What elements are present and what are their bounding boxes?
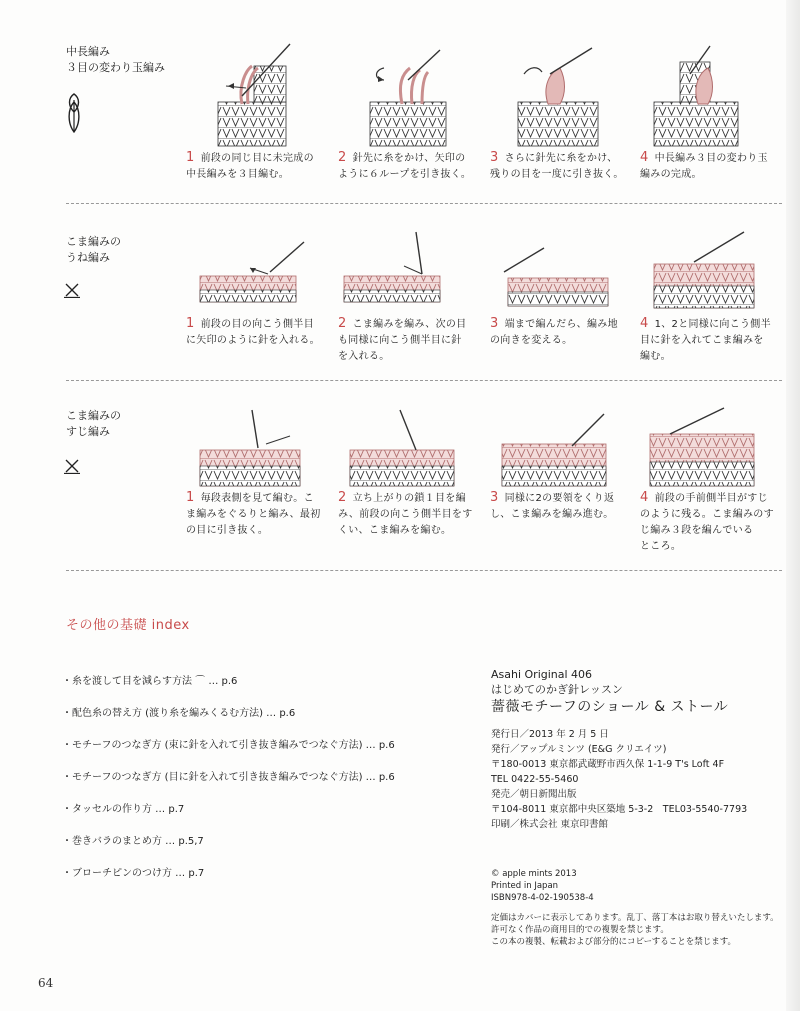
page-number: 64 xyxy=(38,976,54,990)
step-illustration xyxy=(186,40,328,150)
step-illustration xyxy=(640,40,782,150)
step-caption: 1 毎段表側を見て編む。こ ま編みをぐるりと編み、最初 の目に引き抜く。 xyxy=(186,490,321,536)
index-item[interactable]: ・モチーフのつなぎ方 (束に針を入れて引き抜き編みでつなぐ方法) … p.6 xyxy=(62,740,395,751)
single-crochet-symbol xyxy=(64,458,80,474)
step-illustration xyxy=(186,404,328,492)
publish-detail: 〒180-0013 東京都武蔵野市西久保 1-1-9 T's Loft 4F xyxy=(491,759,725,770)
single-crochet-symbol xyxy=(64,282,80,298)
step-illustration xyxy=(338,404,480,492)
step-illustration xyxy=(186,228,328,318)
index-item[interactable]: ・糸を渡して目を減らす方法 ⌒ … p.6 xyxy=(62,676,238,687)
step-caption: 1 前段の目の向こう側半目 に矢印のように針を入れる。 xyxy=(186,316,320,346)
step-caption: 2 針先に糸をかけ、矢印の ように６ループを引き抜く。 xyxy=(338,150,472,180)
publish-detail: 印刷／株式会社 東京印書館 xyxy=(491,819,609,830)
book-title: 薔薇モチーフのショール & ストール xyxy=(491,699,729,715)
step-caption: 3 さらに針先に糸をかけ、 残りの目を一度に引き抜く。 xyxy=(490,150,624,180)
page-edge-shadow xyxy=(786,0,800,1011)
step-caption: 3 端まで編んだら、編み地 の向きを変える。 xyxy=(490,316,618,346)
section-divider xyxy=(66,380,782,381)
step-caption: 4 1、2と同様に向こう側半 目に針を入れてこま編みを 編む。 xyxy=(640,316,771,362)
step-caption: 2 立ち上がりの鎖１目を編 み、前段の向こう側半目をす くい、こま編みを編む。 xyxy=(338,490,473,536)
step-illustration xyxy=(640,228,782,318)
publish-detail: TEL 0422-55-5460 xyxy=(491,774,579,785)
step-illustration xyxy=(490,228,632,318)
section-title: こま編みの うね編み xyxy=(66,235,121,264)
step-caption: 4 前段の手前側半目がすじ のように残る。こま編みのす じ編み３段を編んでいる ところ。 xyxy=(640,490,774,552)
step-caption: 3 同様に2の要領をくり返 し、こま編みを編み進む。 xyxy=(490,490,615,520)
index-item[interactable]: ・配色糸の替え方 (渡り糸を編みくるむ方法) … p.6 xyxy=(62,708,296,719)
step-illustration xyxy=(338,228,480,318)
step-caption: 2 こま編みを編み、次の目 も同様に向こう側半目に針 を入れる。 xyxy=(338,316,467,362)
index-item[interactable]: ・ブローチピンのつけ方 … p.7 xyxy=(62,868,205,879)
index-item[interactable]: ・巻きバラのまとめ方 … p.5,7 xyxy=(62,836,204,847)
section-title: こま編みの すじ編み xyxy=(66,409,121,438)
isbn: ISBN978-4-02-190538-4 xyxy=(491,893,594,903)
colophon xyxy=(491,667,779,948)
section-divider xyxy=(66,203,782,204)
printed-in: Printed in Japan xyxy=(491,881,559,891)
step-caption: 4 中長編み３目の変わり玉 編みの完成。 xyxy=(640,150,768,180)
step-caption: 1 前段の同じ目に未完成の 中長編みを３目編む。 xyxy=(186,150,314,180)
publish-detail: 発売／朝日新聞出版 xyxy=(491,789,577,800)
index-title: その他の基礎 index xyxy=(66,618,190,633)
index-item[interactable]: ・タッセルの作り方 … p.7 xyxy=(62,804,185,815)
section-divider xyxy=(66,570,782,571)
section-title: 中長編み ３目の変わり玉編み xyxy=(66,45,165,74)
step-illustration xyxy=(338,40,480,150)
book-subtitle: はじめてのかぎ針レッスン xyxy=(491,683,623,696)
step-illustration xyxy=(640,404,782,492)
publish-detail: 発行日／2013 年 2 月 5 日 xyxy=(491,729,609,740)
series-name: Asahi Original 406 xyxy=(491,668,593,681)
step-illustration xyxy=(490,404,632,492)
bobble-stitch-symbol xyxy=(64,92,84,134)
legal-note: この本の複製、転載および部分的にコピーすることを禁じます。 xyxy=(491,937,737,947)
publish-detail: 〒104-8011 東京都中央区築地 5-3-2 TEL03-5540-7793 xyxy=(491,804,748,815)
index-item[interactable]: ・モチーフのつなぎ方 (目に針を入れて引き抜き編みでつなぐ方法) … p.6 xyxy=(62,772,395,783)
legal-note: 定価はカバーに表示してあります。乱丁、落丁本はお取り替えいたします。 xyxy=(491,913,779,923)
legal-note: 許可なく作品の商用目的での複製を禁じます。 xyxy=(491,925,669,935)
copyright: © apple mints 2013 xyxy=(491,869,577,879)
step-illustration xyxy=(490,40,632,150)
publish-detail: 発行／アップルミンツ (E&G クリエイツ) xyxy=(491,744,667,755)
index-list xyxy=(62,666,395,890)
